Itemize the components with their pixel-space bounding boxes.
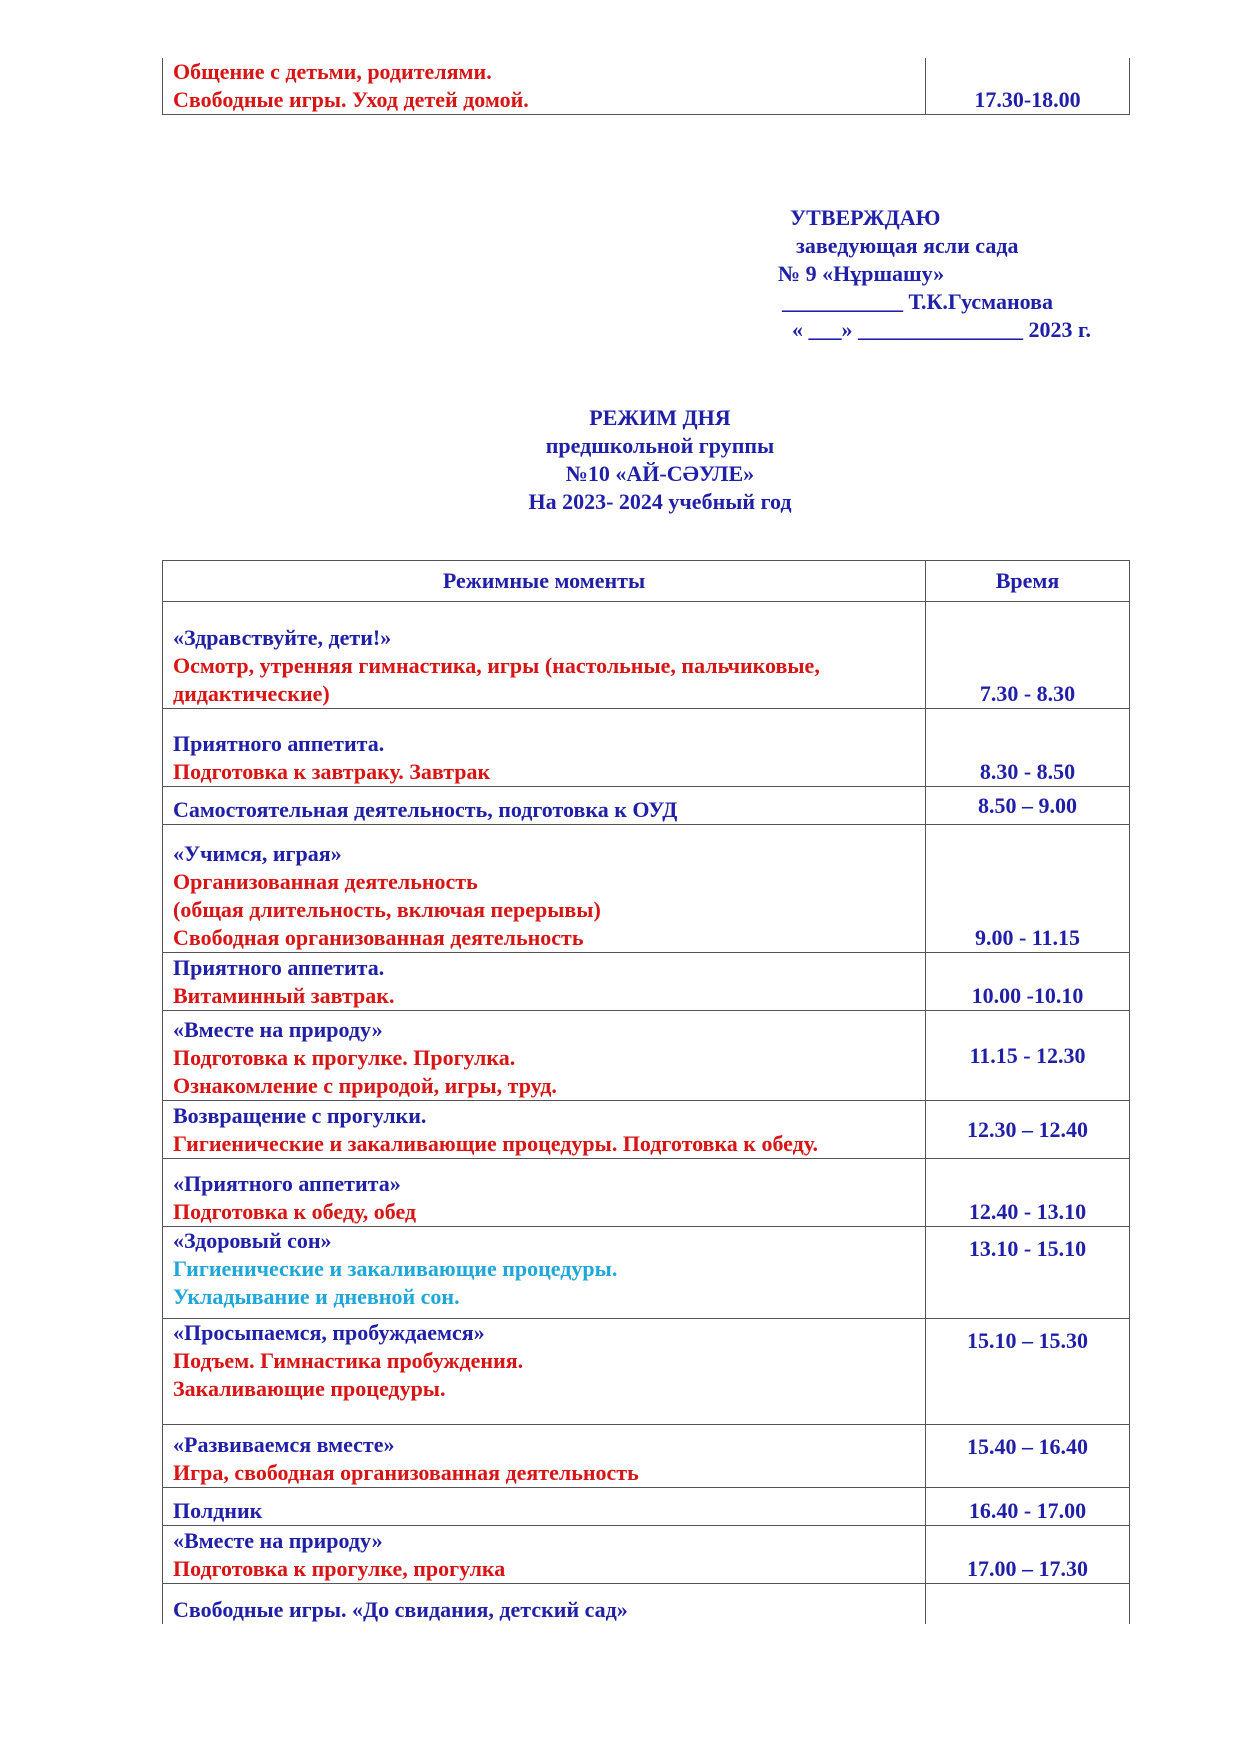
- time-cell: 15.10 – 15.30: [926, 1319, 1130, 1425]
- activity-line: Самостоятельная деятельность, подготовка к ОУД: [173, 797, 678, 822]
- activity-cell: [163, 1319, 926, 1425]
- activity-cell: [163, 1011, 926, 1101]
- activity-line: Укладывание и дневной сон.: [173, 1284, 460, 1309]
- fragment-line: Общение с детьми, родителями.: [173, 59, 492, 84]
- table-row: [163, 709, 1130, 787]
- time-cell: 13.10 - 15.10: [926, 1227, 1130, 1319]
- activity-line: Приятного аппетита.: [173, 731, 385, 756]
- time-cell: [926, 1584, 1130, 1624]
- activity-line: дидактические): [173, 681, 330, 706]
- activity-line: Приятного аппетита.: [173, 955, 385, 980]
- activity-line: Подготовка к завтраку. Завтрак: [173, 759, 491, 784]
- activity-line: «Приятного аппетита»: [173, 1171, 401, 1196]
- activity-cell: [163, 1425, 926, 1488]
- fragment-time-cell: [926, 58, 1130, 115]
- time-cell: 12.40 - 13.10: [926, 1159, 1130, 1227]
- table-row: [163, 1011, 1130, 1101]
- activity-line: «Здравствуйте, дети!»: [173, 625, 392, 650]
- activity-cell: [163, 1526, 926, 1584]
- time-cell: 10.00 -10.10: [926, 953, 1130, 1011]
- table-row: [163, 953, 1130, 1011]
- table-row: [163, 1319, 1130, 1425]
- activity-line: Свободная организованная деятельность: [173, 925, 584, 950]
- approval-institution: № 9 «Нұршашу»: [778, 261, 945, 286]
- activity-cell: [163, 953, 926, 1011]
- activity-cell: [163, 1101, 926, 1159]
- table-row: [163, 1425, 1130, 1488]
- time-cell: 15.40 – 16.40: [926, 1425, 1130, 1488]
- approval-block: [778, 204, 1091, 344]
- schedule-table: [162, 560, 1130, 1624]
- table-row: [163, 1526, 1130, 1584]
- activity-line: «Просыпаемся, пробуждаемся»: [173, 1320, 485, 1345]
- time-cell: 17.00 – 17.30: [926, 1526, 1130, 1584]
- table-row: [163, 1159, 1130, 1227]
- time-cell: 12.30 – 12.40: [926, 1101, 1130, 1159]
- activity-cell: [163, 1159, 926, 1227]
- activity-line: Игра, свободная организованная деятельность: [173, 1460, 639, 1485]
- fragment-activity-cell: [163, 58, 926, 115]
- header-activity: Режимные моменты: [163, 561, 926, 602]
- table-row: [163, 1227, 1130, 1319]
- previous-table-fragment: [162, 58, 1130, 115]
- activity-line: «Вместе на природу»: [173, 1017, 383, 1042]
- table-row: [163, 1488, 1130, 1526]
- activity-cell: [163, 825, 926, 953]
- fragment-time: 17.30-18.00: [974, 87, 1081, 112]
- table-row: [163, 1584, 1130, 1624]
- table-row: [163, 825, 1130, 953]
- activity-line: Гигиенические и закаливающие процедуры.: [173, 1256, 618, 1281]
- table-row: [163, 58, 1130, 115]
- fragment-line: Свободные игры. Уход детей домой.: [173, 87, 529, 112]
- activity-line: «Вместе на природу»: [173, 1528, 383, 1553]
- activity-line: Свободные игры. «До свидания, детский сад»: [173, 1596, 628, 1622]
- activity-line: Витаминный завтрак.: [173, 983, 395, 1008]
- activity-line: «Развиваемся вместе»: [173, 1432, 395, 1457]
- activity-cell: [163, 1584, 926, 1624]
- activity-cell: [163, 1488, 926, 1526]
- table-row: [163, 787, 1130, 825]
- time-cell: 16.40 - 17.00: [926, 1488, 1130, 1526]
- time-cell: 8.50 – 9.00: [926, 787, 1130, 825]
- table-header-row: [163, 561, 1130, 602]
- header-time: Время: [926, 561, 1130, 602]
- document-title: [0, 404, 1241, 516]
- activity-line: Организованная деятельность: [173, 869, 478, 894]
- activity-line: Осмотр, утренняя гимнастика, игры (настольные, пальчиковые,: [173, 653, 820, 678]
- title-year: На 2023- 2024 учебный год: [528, 489, 792, 514]
- approval-date: « ___» _______________ 2023 г.: [792, 317, 1092, 342]
- activity-line: Ознакомление с природой, игры, труд.: [173, 1073, 557, 1098]
- activity-line: Полдник: [173, 1498, 263, 1523]
- activity-cell: [163, 787, 926, 825]
- approval-heading: УТВЕРЖДАЮ: [790, 205, 941, 230]
- approval-position: заведующая ясли сада: [796, 233, 1019, 258]
- activity-line: «Учимся, играя»: [173, 841, 342, 866]
- table-row: [163, 1101, 1130, 1159]
- approval-signature: ___________ Т.К.Гусманова: [782, 289, 1054, 314]
- activity-cell: [163, 1227, 926, 1319]
- activity-line: Подготовка к прогулке, прогулка: [173, 1556, 506, 1581]
- activity-line: Подготовка к обеду, обед: [173, 1199, 417, 1224]
- activity-line: Закаливающие процедуры.: [173, 1376, 446, 1401]
- activity-line: Гигиенические и закаливающие процедуры. Подготовка к обеду.: [173, 1131, 819, 1156]
- title-group-name: №10 «АЙ-СӘУЛЕ»: [565, 461, 755, 486]
- time-cell: 7.30 - 8.30: [926, 602, 1130, 709]
- time-cell: 11.15 - 12.30: [926, 1011, 1130, 1101]
- activity-line: Подъем. Гимнастика пробуждения.: [173, 1348, 524, 1373]
- activity-line: (общая длительность, включая перерывы): [173, 897, 601, 922]
- activity-line: «Здоровый сон»: [173, 1228, 332, 1253]
- activity-line: Возвращение с прогулки.: [173, 1103, 427, 1128]
- title-main: РЕЖИМ ДНЯ: [589, 405, 731, 430]
- activity-line: Подготовка к прогулке. Прогулка.: [173, 1045, 516, 1070]
- time-cell: 8.30 - 8.50: [926, 709, 1130, 787]
- table-row: [163, 602, 1130, 709]
- time-cell: 9.00 - 11.15: [926, 825, 1130, 953]
- activity-cell: [163, 602, 926, 709]
- title-group: предшкольной группы: [545, 433, 775, 458]
- activity-cell: [163, 709, 926, 787]
